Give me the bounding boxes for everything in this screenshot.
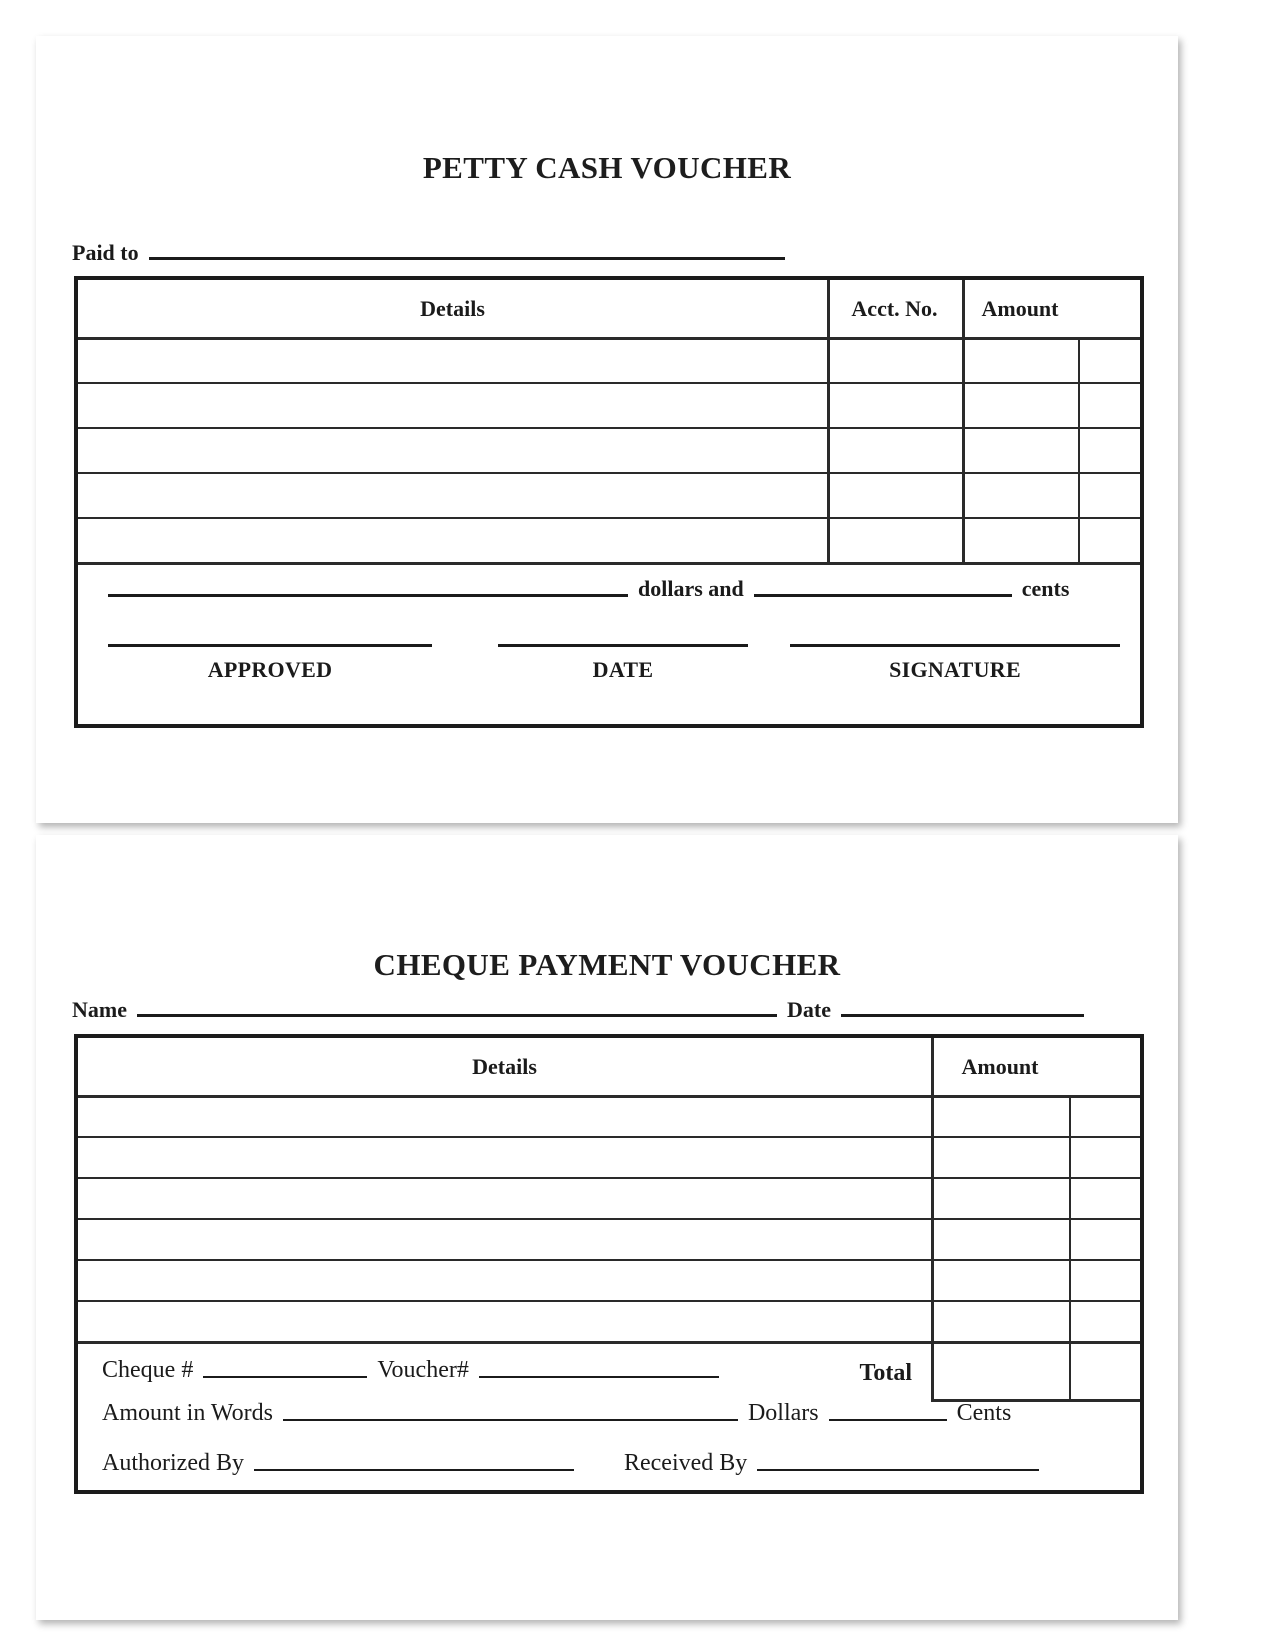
amount-in-words-label: Amount in Words — [102, 1400, 273, 1426]
row-rule — [78, 382, 1140, 384]
authorized-by-label: Authorized By — [102, 1450, 244, 1476]
column-header-acct-no: Acct. No. — [851, 296, 938, 321]
amount-cents-input[interactable] — [754, 594, 1012, 597]
signature-row — [108, 644, 1120, 683]
date-block — [488, 644, 758, 683]
dollars-input[interactable] — [829, 1419, 947, 1421]
header-rule — [78, 1095, 1140, 1098]
column-header-details: Details — [420, 296, 485, 321]
petty-cash-title: PETTY CASH VOUCHER — [422, 150, 792, 185]
date-input[interactable] — [498, 644, 748, 647]
paid-to-label: Paid to — [72, 240, 139, 265]
total-label: Total — [859, 1360, 912, 1386]
row-rule — [78, 517, 1140, 519]
signature-input[interactable] — [790, 644, 1120, 647]
header-rule — [78, 337, 1140, 340]
signature-block — [790, 644, 1120, 683]
signature-label: SIGNATURE — [889, 657, 1021, 682]
approved-input[interactable] — [108, 644, 432, 647]
received-by-input[interactable] — [757, 1469, 1039, 1471]
cheque-payment-table — [74, 1034, 1144, 1494]
voucher-number-label: Voucher# — [377, 1357, 469, 1383]
cheque-voucher-row — [102, 1358, 729, 1383]
authorized-by-input[interactable] — [254, 1469, 574, 1471]
name-input[interactable] — [137, 1014, 777, 1017]
dollars-label: Dollars — [747, 1400, 819, 1426]
row-rule — [78, 1218, 1140, 1220]
date-label: DATE — [592, 657, 654, 682]
amount-dollars-input[interactable] — [108, 594, 628, 597]
acct-amount-divider — [962, 280, 965, 562]
voucher-number-input[interactable] — [479, 1376, 719, 1378]
date-label: Date — [786, 997, 831, 1022]
date-input[interactable] — [841, 1014, 1084, 1017]
amount-in-words-input[interactable] — [283, 1419, 738, 1421]
row-rule — [78, 427, 1140, 429]
dollars-and-label: dollars and — [638, 576, 744, 601]
paid-to-input[interactable] — [149, 257, 785, 260]
approved-block — [108, 644, 432, 683]
amount-cents-divider — [1078, 337, 1080, 562]
row-rule — [78, 472, 1140, 474]
cents-label: Cents — [956, 1400, 1012, 1426]
petty-cash-table — [74, 276, 1144, 728]
authorized-received-row — [102, 1451, 1049, 1476]
details-amount-divider — [931, 1038, 934, 1401]
amount-cents-divider — [1069, 1095, 1071, 1401]
received-by-label: Received By — [623, 1450, 748, 1476]
amount-in-words-row — [102, 1401, 1011, 1426]
petty-cash-voucher-card — [36, 36, 1178, 823]
cheque-number-input[interactable] — [203, 1376, 367, 1378]
row-rule — [78, 1136, 1140, 1138]
paid-to-field-row — [72, 242, 795, 265]
approved-label: APPROVED — [207, 657, 333, 682]
name-date-field-row — [72, 999, 1144, 1022]
cheque-number-label: Cheque # — [102, 1357, 194, 1383]
cheque-payment-voucher-card — [36, 835, 1178, 1620]
row-rule — [78, 1259, 1140, 1261]
row-rule — [78, 1300, 1140, 1302]
details-acct-divider — [827, 280, 830, 562]
totals-rule — [78, 1341, 1140, 1344]
totals-rule — [78, 562, 1140, 565]
name-label: Name — [72, 997, 127, 1022]
column-header-amount: Amount — [981, 296, 1059, 321]
row-rule — [78, 1177, 1140, 1179]
cheque-payment-title: CHEQUE PAYMENT VOUCHER — [373, 947, 841, 982]
amount-in-words-row — [108, 576, 1116, 602]
cents-label: cents — [1021, 576, 1070, 601]
column-header-amount: Amount — [961, 1054, 1039, 1079]
column-header-details: Details — [472, 1054, 537, 1079]
